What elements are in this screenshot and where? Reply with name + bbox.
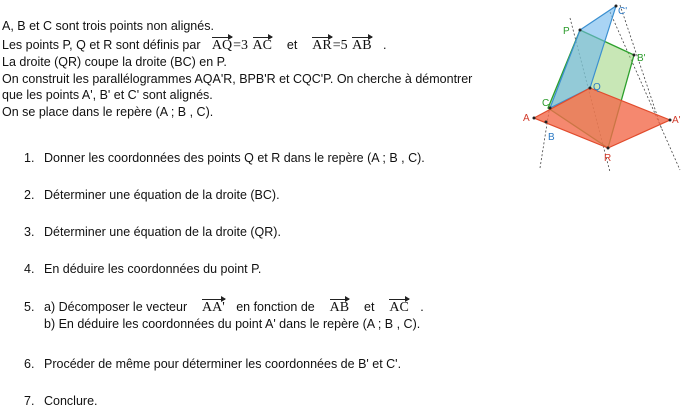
label-A: A bbox=[523, 113, 530, 124]
point-P bbox=[579, 29, 582, 32]
vector-AB: AB bbox=[352, 37, 372, 53]
label-B: B bbox=[548, 132, 555, 143]
point-B-prime bbox=[633, 54, 636, 57]
question-5b: b) En déduire les coordonnées du point A' dans le repère (A ; B , C). bbox=[44, 317, 421, 331]
label-C-prime: C' bbox=[618, 6, 628, 17]
vector-AB-q5: AB bbox=[329, 300, 350, 315]
label-Q: Q bbox=[593, 82, 601, 93]
question-4: 4. En déduire les coordonnées du point P. bbox=[24, 262, 262, 276]
label-C: C bbox=[542, 98, 550, 109]
point-R bbox=[607, 147, 610, 150]
question-5 bbox=[24, 297, 424, 331]
point-A bbox=[533, 117, 536, 120]
question-6: 6. Procéder de même pour déterminer les coordonnées de B' et C'. bbox=[24, 357, 402, 371]
statement-line-3: La droite (QR) coupe la droite (BC) en P. bbox=[2, 55, 227, 70]
point-B bbox=[545, 121, 548, 124]
vector-AC: AC bbox=[252, 37, 272, 53]
vector-AR: AR bbox=[312, 37, 332, 53]
statement-line-4: On construit les parallélogrammes AQA'R, BPB'R et CQC'P. On cherche à démontrer bbox=[2, 71, 473, 86]
statement-line-6: On se place dans le repère (A ; B , C). bbox=[2, 104, 214, 119]
statement-line-2: Les points P, Q et R sont définis par AQ=3 AC et AR=5 AB . bbox=[2, 37, 387, 53]
question-5a: 5. a) Décomposer le vecteur AA' en fonction de AB et AC . bbox=[24, 300, 424, 315]
label-A-prime: A' bbox=[672, 115, 681, 126]
problem-statement bbox=[2, 18, 472, 121]
vector-AC-q5: AC bbox=[389, 300, 409, 315]
label-P: P bbox=[563, 26, 570, 37]
question-3: 3. Déterminer une équation de la droite (QR). bbox=[24, 225, 281, 239]
question-7: 7. Conclure. bbox=[24, 394, 98, 408]
vector-AQ: AQ bbox=[211, 37, 233, 53]
statement-line-5: que les points A', B' et C' sont alignés. bbox=[2, 88, 213, 103]
question-2: 2. Déterminer une équation de la droite (BC). bbox=[24, 188, 280, 202]
point-Q bbox=[589, 87, 592, 90]
question-1: 1. Donner les coordonnées des points Q et R dans le repère (A ; B , C). bbox=[24, 151, 425, 165]
geometry-figure bbox=[520, 0, 684, 175]
statement-line-1: A, B et C sont trois points non alignés. bbox=[2, 19, 214, 33]
vector-AA-prime: AA' bbox=[202, 300, 225, 315]
label-R: R bbox=[604, 153, 612, 164]
label-B-prime: B' bbox=[637, 53, 646, 64]
